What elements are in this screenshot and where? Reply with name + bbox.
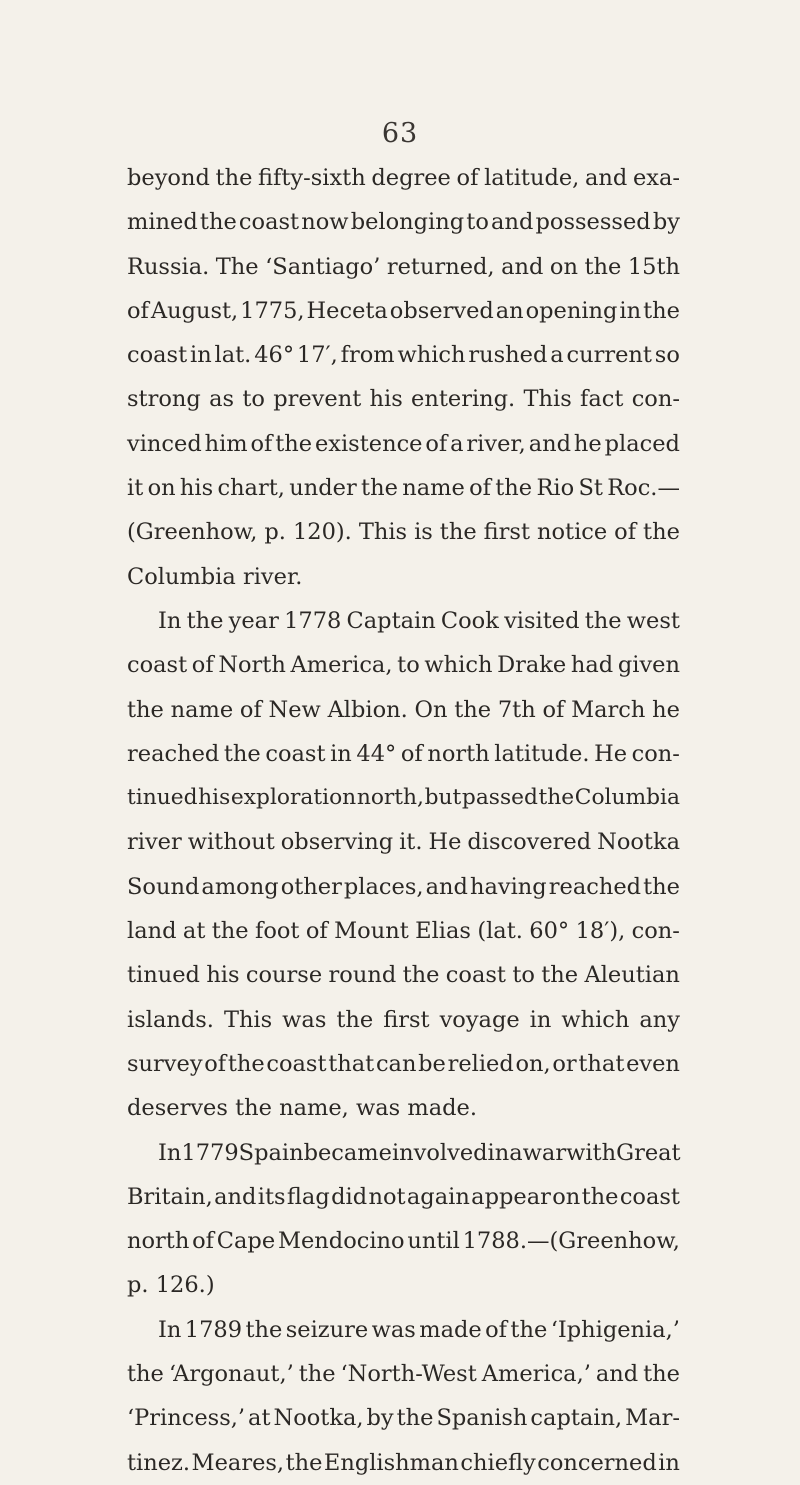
text-line: Columbia river. bbox=[127, 563, 303, 590]
text-line: (Greenhow, p. 120). This is the first notice of the bbox=[127, 519, 680, 546]
text-line: coast of North America, to which Drake had given bbox=[127, 652, 680, 679]
text-line: river without observing it. He discovered Nootka bbox=[127, 829, 680, 856]
page-number: 63 bbox=[381, 118, 419, 149]
text-line: tinued his exploration north, but passed the Columbia bbox=[127, 785, 680, 811]
text-line: Sound among other places, and having reached the bbox=[127, 873, 680, 900]
text-line: it on his chart, under the name of the Rio St Roc.— bbox=[127, 475, 680, 502]
text-line: vinced him of the existence of a river, and he placed bbox=[127, 430, 680, 457]
body-text bbox=[127, 156, 680, 1485]
text-line: deserves the name, was made. bbox=[127, 1095, 477, 1122]
text-line: In the year 1778 Captain Cook visited the west bbox=[158, 607, 680, 634]
text-line: strong as to prevent his entering. This fact con- bbox=[127, 386, 680, 413]
text-line: land at the foot of Mount Elias (lat. 60° 18′), con- bbox=[127, 918, 680, 945]
text-line: coast in lat. 46° 17′, from which rushed a current so bbox=[127, 342, 680, 369]
text-line: beyond the fifty-sixth degree of latitude, and exa- bbox=[127, 165, 680, 191]
text-line: ‘Princess,’ at Nootka, by the Spanish captain, Mar- bbox=[127, 1405, 680, 1432]
text-line: Russia. The ‘Santiago’ returned, and on the 15th bbox=[127, 253, 680, 280]
text-line: In 1779 Spain became involved in a war with Great bbox=[158, 1139, 681, 1166]
text-line: of August, 1775, Heceta observed an opening in the bbox=[127, 297, 680, 324]
text-line: Britain, and its flag did not again appear on the coast bbox=[127, 1183, 680, 1210]
text-line: reached the coast in 44° of north latitude. He con- bbox=[127, 740, 680, 767]
text-line: mined the coast now belonging to and possessed by bbox=[127, 209, 680, 236]
text-line: the name of New Albion. On the 7th of March he bbox=[127, 696, 680, 723]
text-line: p. 126.) bbox=[127, 1272, 215, 1299]
text-line: north of Cape Mendocino until 1788.—(Greenhow, bbox=[127, 1228, 680, 1255]
text-line: tinez. Meares, the Englishman chiefly concerned in bbox=[127, 1449, 680, 1476]
text-line: tinued his course round the coast to the Aleutian bbox=[127, 962, 680, 989]
text-line: the ‘Argonaut,’ the ‘North-West America,’ and the bbox=[127, 1361, 680, 1388]
text-line: In 1789 the seizure was made of the ‘Iphigenia,’ bbox=[158, 1316, 680, 1343]
text-line: survey of the coast that can be relied on, or that even bbox=[127, 1050, 680, 1077]
text-line: islands. This was the first voyage in which any bbox=[127, 1006, 680, 1033]
